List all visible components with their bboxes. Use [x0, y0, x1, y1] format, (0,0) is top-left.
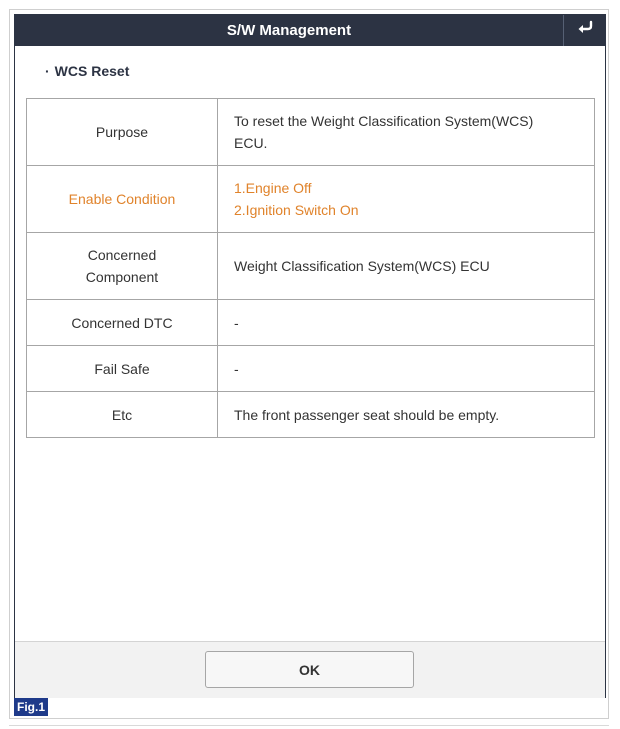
ok-button[interactable]: OK: [205, 651, 414, 688]
row-value-etc: The front passenger seat should be empty.: [218, 392, 595, 438]
row-value-purpose: [218, 99, 595, 166]
value-line: ECU.: [234, 135, 268, 151]
dialog-footer: [15, 641, 605, 698]
row-value-enable-condition: [218, 166, 595, 233]
heading-bullet: ·: [45, 63, 50, 79]
row-value-concerned-dtc: -: [218, 300, 595, 346]
label-line: Component: [85, 269, 159, 285]
sw-management-dialog: [14, 14, 606, 698]
info-table: [26, 98, 595, 438]
table-row: [27, 233, 595, 300]
table-row: [27, 346, 595, 392]
row-label-concerned-dtc: Concerned DTC: [27, 300, 218, 346]
table-row: [27, 392, 595, 438]
row-value-concerned-component: Weight Classification System(WCS) ECU: [218, 233, 595, 300]
row-label-concerned-component: [27, 233, 218, 300]
table-row: [27, 300, 595, 346]
row-label-enable-condition: Enable Condition: [27, 166, 218, 233]
row-label-fail-safe: Fail Safe: [27, 346, 218, 392]
return-arrow-icon: [575, 20, 595, 41]
section-heading: [45, 63, 129, 79]
row-label-purpose: Purpose: [27, 99, 218, 166]
title-bar: [15, 15, 605, 46]
back-button[interactable]: [564, 15, 605, 46]
row-value-fail-safe: -: [218, 346, 595, 392]
bottom-divider: [9, 725, 609, 726]
row-label-etc: Etc: [27, 392, 218, 438]
label-line: Concerned: [87, 247, 157, 263]
table-row: [27, 99, 595, 166]
heading-text: WCS Reset: [54, 63, 130, 79]
value-line: 1.Engine Off: [234, 180, 312, 196]
figure-label: Fig.1: [14, 698, 48, 716]
window-title: S/W Management: [226, 22, 352, 39]
value-line: 2.Ignition Switch On: [234, 202, 359, 218]
value-line: To reset the Weight Classification System(WCS): [234, 113, 534, 129]
table-row: [27, 166, 595, 233]
